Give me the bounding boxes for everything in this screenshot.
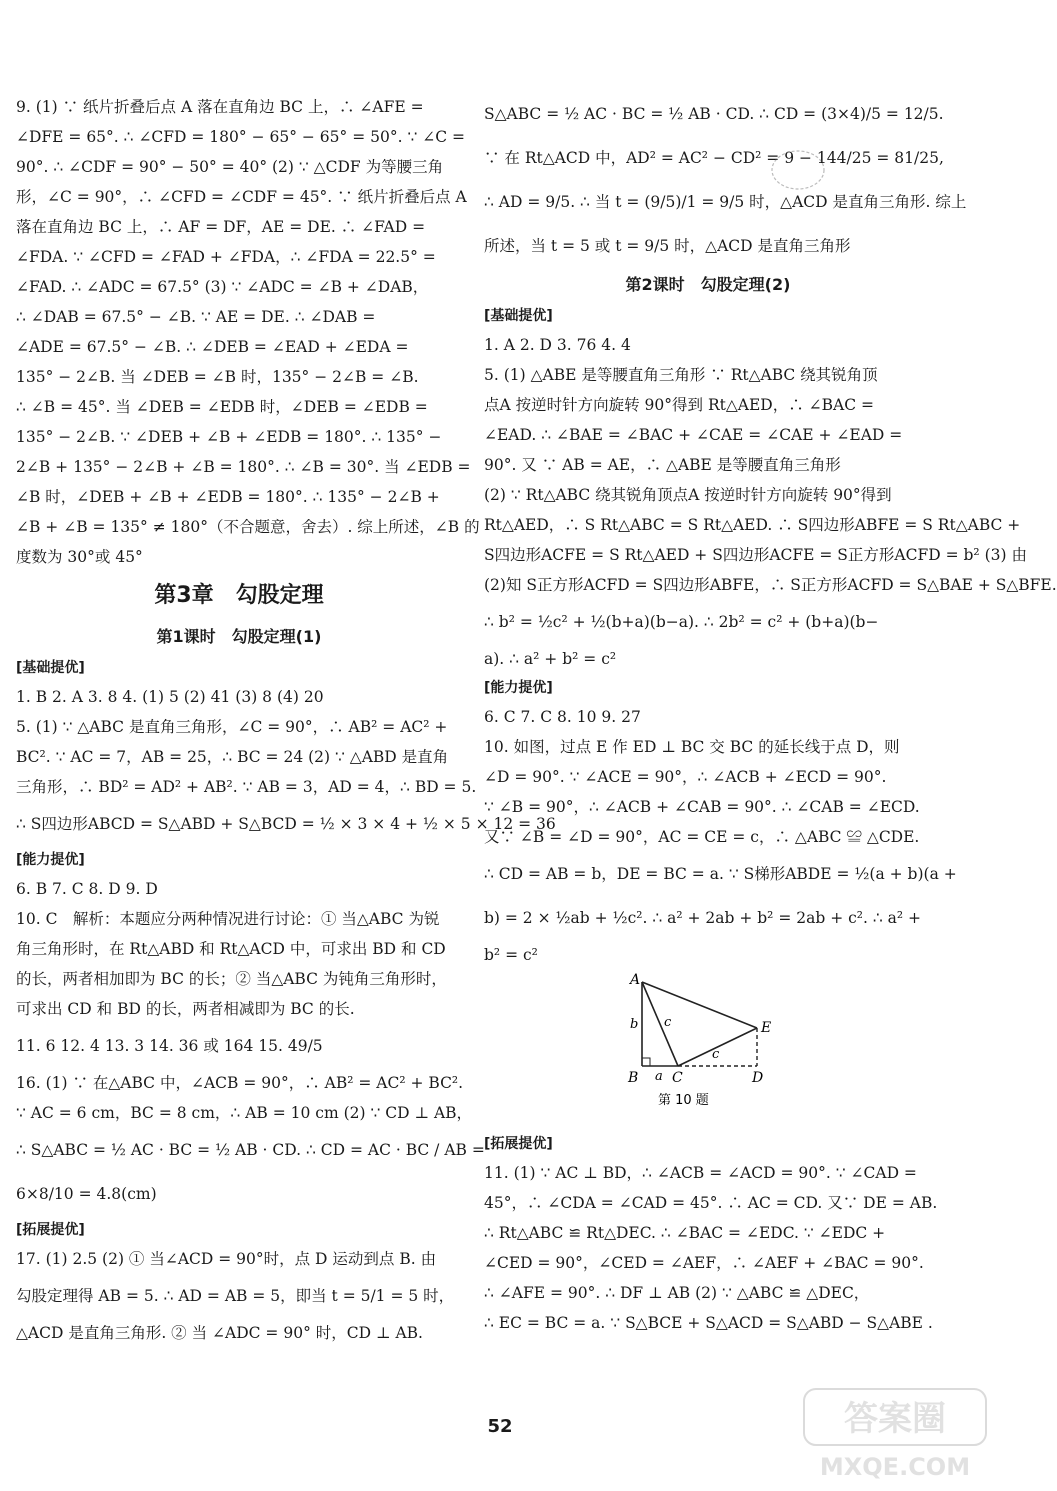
section-header: [基础提优]: [484, 308, 553, 324]
text-line: ∴ S△ABC = ½ AC · BC = ½ AB · CD. ∴ CD = AC · BC / AB =: [16, 1141, 485, 1159]
text-line: 所述，当 t = 5 或 t = 9/5 时，△ACD 是直角三角形: [484, 237, 851, 255]
text-line: 2∠B + 135° − 2∠B + ∠B = 180°. ∴ ∠B = 30°. 当 ∠EDB =: [16, 458, 471, 476]
text-line: ∠B 时，∠DEB + ∠B + ∠EDB = 180°. ∴ 135° − 2∠B +: [16, 488, 440, 506]
text-line: 的长，两者相加即为 BC 的长；② 当△ABC 为钝角三角形时，: [16, 970, 447, 988]
figure-10: [484, 970, 932, 1130]
text-line: 10. C 解析：本题应分两种情况进行讨论：① 当△ABC 为锐: [16, 910, 440, 928]
text-line: ∵ ∠B = 90°，∴ ∠ACB + ∠CAB = 90°. ∴ ∠CAB = ∠ECD.: [484, 798, 920, 816]
text-line: BC². ∵ AC = 7，AB = 25，∴ BC = 24 (2) ∵ △ABD 是直角: [16, 748, 449, 766]
stamp-mark: [770, 148, 826, 192]
text-line: △ACD 是直角三角形. ② 当 ∠ADC = 90° 时，CD ⊥ AB.: [16, 1324, 423, 1342]
text-line: 落在直角边 BC 上，∴ AF = DF，AE = DE. ∴ ∠FAD =: [16, 218, 426, 236]
label-side-c2: c: [712, 1047, 720, 1062]
label-d: D: [752, 1070, 764, 1086]
label-a: A: [630, 972, 641, 988]
watermark-text-1: 答案圈: [844, 1399, 946, 1439]
text-line: ∠DFE = 65°. ∴ ∠CFD = 180° − 65° − 65° = 50°. ∵ ∠C =: [16, 128, 465, 146]
text-line: ∴ CD = AB = b，DE = BC = a. ∵ S梯形ABDE = ½(a + b)(a +: [484, 865, 957, 883]
text-line: ∠FAD. ∴ ∠ADC = 67.5° (3) ∵ ∠ADC = ∠B + ∠DAB，: [16, 278, 429, 296]
text-line: ∠EAD. ∴ ∠BAE = ∠BAC + ∠CAE = ∠CAE + ∠EAD =: [484, 426, 903, 444]
problem-9-block: [16, 92, 480, 572]
text-line: ∴ S四边形ABCD = S△ABD + S△BCD = ½ × 3 × 4 + ½ × 5 × 12 = 36: [16, 815, 556, 833]
text-line: 17. (1) 2.5 (2) ① 当∠ACD = 90°时，点 D 运动到点 B. 由: [16, 1250, 437, 1268]
text-line: 6. B 7. C 8. D 9. D: [16, 880, 158, 898]
text-line: a). ∴ a² + b² = c²: [484, 650, 617, 668]
text-line: Rt△AED，∴ S Rt△ABC = S Rt△AED. ∴ S四边形ABFE = S Rt△ABC +: [484, 516, 1021, 534]
text-line: 45°，∴ ∠CDA = ∠CAD = 45°. ∴ AC = CD. 又∵ DE = AB.: [484, 1194, 938, 1212]
text-line: 16. (1) ∵ 在△ABC 中，∠ACB = 90°，∴ AB² = AC² + BC².: [16, 1074, 464, 1092]
text-line: ∴ b² = ½c² + ½(b+a)(b−a). ∴ 2b² = c² + (b+a)(b−: [484, 613, 879, 631]
right-column: [484, 92, 1057, 1338]
section-header: [能力提优]: [484, 680, 553, 696]
text-line: 5. (1) △ABE 是等腰直角三角形 ∵ Rt△ABC 绕其锐角顶: [484, 366, 878, 384]
section-header: [拓展提优]: [16, 1222, 85, 1238]
chapter-title: 第3章 勾股定理: [154, 583, 324, 608]
figure-caption: 第 10 题: [658, 1093, 709, 1108]
watermark-logo: [800, 1385, 990, 1485]
text-line: 度数为 30°或 45°: [16, 548, 143, 566]
text-line: 6×8/10 = 4.8(cm): [16, 1185, 157, 1203]
text-line: 90°. ∴ ∠CDF = 90° − 50° = 40° (2) ∵ △CDF 为等腰三角: [16, 158, 444, 176]
text-line: ∴ ∠AFE = 90°. ∴ DF ⊥ AB (2) ∵ △ABC ≌ △DEC，: [484, 1284, 870, 1302]
section-header: [基础提优]: [16, 660, 85, 676]
section-header: [拓展提优]: [484, 1136, 553, 1152]
text-line: S四边形ACFE = S Rt△AED + S四边形ACFE = S正方形ACFD = b² (3) 由: [484, 546, 1027, 564]
text-line: ∠CED = 90°，∠CED = ∠AEF，∴ ∠AEF + ∠BAC = 90°.: [484, 1254, 924, 1272]
text-line: 11. 6 12. 4 13. 3 14. 36 或 164 15. 49/5: [16, 1037, 323, 1055]
label-e: E: [761, 1020, 772, 1036]
text-line: 点A 按逆时针方向旋转 90°得到 Rt△AED，∴ ∠BAC =: [484, 396, 874, 414]
text-line: b² = c²: [484, 946, 538, 964]
text-line: ∴ EC = BC = a. ∵ S△BCE + S△ACD = S△ABD − S△ABE .: [484, 1314, 933, 1332]
text-line: b) = 2 × ½ab + ½c². ∴ a² + 2ab + b² = 2ab + c². ∴ a² +: [484, 909, 922, 927]
text-line: 可求出 CD 和 BD 的长，两者相减即为 BC 的长.: [16, 1000, 355, 1018]
text-line: 5. (1) ∵ △ABC 是直角三角形，∠C = 90°，∴ AB² = AC² +: [16, 718, 448, 736]
text-line: 135° − 2∠B. 当 ∠DEB = ∠B 时，135° − 2∠B = ∠B.: [16, 368, 419, 386]
right-angle-b: [642, 1058, 650, 1066]
text-line: ∴ ∠B = 45°. 当 ∠DEB = ∠EDB 时，∠DEB = ∠EDB =: [16, 398, 428, 416]
text-line: ∵ 在 Rt△ACD 中，AD² = AC² − CD² = 9 − 144/25 = 81/25,: [484, 149, 944, 167]
text-line: 又∵ ∠B = ∠D = 90°，AC = CE = c，∴ △ABC ≌ △CDE.: [484, 828, 920, 846]
label-c: C: [672, 1070, 683, 1086]
label-side-b: b: [630, 1017, 639, 1032]
text-line: S△ABC = ½ AC · BC = ½ AB · CD. ∴ CD = (3×4)/5 = 12/5.: [484, 105, 944, 123]
page-number: 52: [487, 1416, 513, 1437]
text-line: 1. A 2. D 3. 76 4. 4: [484, 336, 631, 354]
text-line: (2) ∵ Rt△ABC 绕其锐角顶点A 按逆时针方向旋转 90°得到: [484, 486, 892, 504]
text-line: 6. C 7. C 8. 10 9. 27: [484, 708, 641, 726]
text-line: 角三角形时，在 Rt△ABD 和 Rt△ACD 中，可求出 BD 和 CD: [16, 940, 446, 958]
text-line: 勾股定理得 AB = 5. ∴ AD = AB = 5，即当 t = 5/1 = 5 时，: [16, 1287, 455, 1305]
text-line: ∠ADE = 67.5° − ∠B. ∴ ∠DEB = ∠EAD + ∠EDA =: [16, 338, 409, 356]
text-line: 10. 如图，过点 E 作 ED ⊥ BC 交 BC 的延长线于点 D，则: [484, 738, 900, 756]
text-line: ∴ AD = 9/5. ∴ 当 t = (9/5)/1 = 9/5 时，△ACD 是直角三角形. 综上: [484, 193, 967, 211]
text-line: ∴ Rt△ABC ≌ Rt△DEC. ∴ ∠BAC = ∠EDC. ∵ ∠EDC +: [484, 1224, 886, 1242]
text-line: 90°. 又 ∵ AB = AE，∴ △ABE 是等腰直角三角形: [484, 456, 841, 474]
text-line: 三角形，∴ BD² = AD² + AB². ∵ AB = 3，AD = 4，∴ BD = 5.: [16, 778, 477, 796]
text-line: 1. B 2. A 3. 8 4. (1) 5 (2) 41 (3) 8 (4) 20: [16, 688, 324, 706]
text-line: 形，∠C = 90°，∴ ∠CFD = ∠CDF = 45°. ∵ 纸片折叠后点 A: [16, 188, 467, 206]
text-line: ∠B + ∠B = 135° ≠ 180°（不合题意，舍去）. 综上所述，∠B 的: [16, 518, 480, 536]
text-line: ∠FDA. ∵ ∠CFD = ∠FAD + ∠FDA，∴ ∠FDA = 22.5° =: [16, 248, 436, 266]
text-line: ∴ ∠DAB = 67.5° − ∠B. ∵ AE = DE. ∴ ∠DAB =: [16, 308, 376, 326]
lesson-title: 第1课时 勾股定理(1): [156, 627, 322, 646]
section-header: [能力提优]: [16, 852, 85, 868]
lesson-title: 第2课时 勾股定理(2): [625, 275, 791, 294]
label-b: B: [628, 1070, 639, 1086]
text-line: ∠D = 90°. ∵ ∠ACE = 90°，∴ ∠ACB + ∠ECD = 90°.: [484, 768, 887, 786]
text-line: (2)知 S正方形ACFD = S四边形ABFE，∴ S正方形ACFD = S△BAE + S△BFE.: [484, 576, 1057, 594]
text-line: 11. (1) ∵ AC ⊥ BD，∴ ∠ACB = ∠ACD = 90°. ∵ ∠CAD =: [484, 1164, 917, 1182]
figure-10-diagram: [624, 970, 794, 1130]
text-line: 9. (1) ∵ 纸片折叠后点 A 落在直角边 BC 上，∴ ∠AFE =: [16, 98, 424, 116]
text-line: 135° − 2∠B. ∵ ∠DEB + ∠B + ∠EDB = 180°. ∴ 135° −: [16, 428, 442, 446]
label-side-c1: c: [664, 1015, 672, 1030]
watermark-text-2: MXQE.COM: [819, 1453, 971, 1481]
text-line: ∵ AC = 6 cm，BC = 8 cm，∴ AB = 10 cm (2) ∵ CD ⊥ AB，: [16, 1104, 473, 1122]
label-side-a: a: [655, 1069, 663, 1084]
